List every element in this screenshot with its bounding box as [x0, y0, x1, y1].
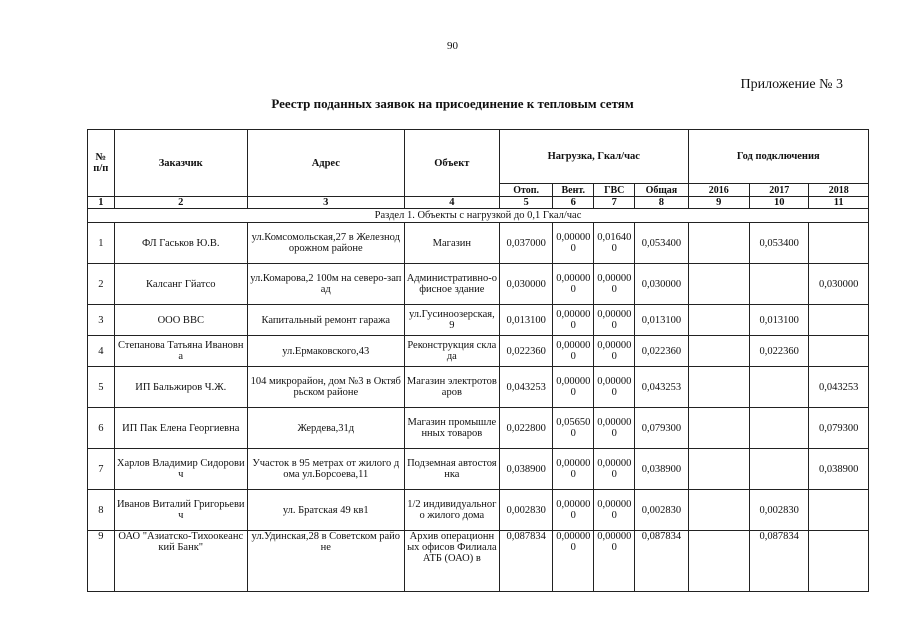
column-number: 4 — [404, 197, 499, 209]
load-vent-cell: 0,000000 — [553, 367, 594, 408]
year-2017-cell — [750, 367, 809, 408]
header-load: Нагрузка, Гкал/час — [500, 130, 689, 184]
customer-cell: ИП Пак Елена Георгиевна — [114, 408, 247, 449]
load-heat-cell: 0,022800 — [500, 408, 553, 449]
load-total-cell: 0,022360 — [635, 336, 688, 367]
table-row — [88, 336, 869, 367]
year-2016-cell — [688, 531, 749, 592]
row-number: 8 — [88, 490, 115, 531]
load-vent-cell: 0,000000 — [553, 223, 594, 264]
object-cell: Архив операционных офисов Филиала АТБ (ОАО) в — [404, 531, 499, 592]
column-numbers-row — [88, 197, 869, 209]
table-row — [88, 223, 869, 264]
section-title: Раздел 1. Объекты с нагрузкой до 0,1 Гкал/час — [88, 209, 869, 223]
address-cell: Капитальный ремонт гаража — [247, 305, 404, 336]
address-cell: ул. Братская 49 кв1 — [247, 490, 404, 531]
address-cell: 104 микрорайон, дом №3 в Октябрьском районе — [247, 367, 404, 408]
header-load-heat: Отоп. — [500, 184, 553, 197]
customer-cell: ИП Бальжиров Ч.Ж. — [114, 367, 247, 408]
table-row — [88, 264, 869, 305]
load-total-cell: 0,002830 — [635, 490, 688, 531]
year-2018-cell: 0,038900 — [809, 449, 869, 490]
row-number: 3 — [88, 305, 115, 336]
load-total-cell: 0,030000 — [635, 264, 688, 305]
document-title: Реестр поданных заявок на присоединение к тепловым сетям — [271, 96, 634, 111]
column-number: 7 — [594, 197, 635, 209]
year-2018-cell: 0,030000 — [809, 264, 869, 305]
row-number: 6 — [88, 408, 115, 449]
header-year-2016: 2016 — [688, 184, 749, 197]
header-customer: Заказчик — [114, 130, 247, 197]
year-2017-cell: 0,002830 — [750, 490, 809, 531]
address-cell: Жердева,31д — [247, 408, 404, 449]
load-heat-cell: 0,013100 — [500, 305, 553, 336]
year-2016-cell — [688, 408, 749, 449]
header-address: Адрес — [247, 130, 404, 197]
year-2016-cell — [688, 490, 749, 531]
load-gvs-cell: 0,000000 — [594, 305, 635, 336]
header-load-gvs: ГВС — [594, 184, 635, 197]
customer-cell: ФЛ Гаськов Ю.В. — [114, 223, 247, 264]
column-number: 1 — [88, 197, 115, 209]
header-num: № п/п — [88, 130, 115, 197]
load-total-cell: 0,038900 — [635, 449, 688, 490]
year-2016-cell — [688, 367, 749, 408]
load-vent-cell: 0,000000 — [553, 264, 594, 305]
row-number: 5 — [88, 367, 115, 408]
load-vent-cell: 0,000000 — [553, 531, 594, 592]
page-number: 90 — [447, 40, 458, 52]
year-2018-cell: 0,079300 — [809, 408, 869, 449]
load-vent-cell: 0,000000 — [553, 336, 594, 367]
customer-cell: Степанова Татьяна Ивановна — [114, 336, 247, 367]
row-number: 2 — [88, 264, 115, 305]
year-2017-cell: 0,013100 — [750, 305, 809, 336]
column-number: 2 — [114, 197, 247, 209]
table-row — [88, 531, 869, 592]
load-total-cell: 0,053400 — [635, 223, 688, 264]
table-row — [88, 490, 869, 531]
load-gvs-cell: 0,000000 — [594, 408, 635, 449]
object-cell: Магазин — [404, 223, 499, 264]
year-2017-cell — [750, 264, 809, 305]
appendix-label: Приложение № 3 — [740, 77, 843, 92]
load-vent-cell: 0,000000 — [553, 449, 594, 490]
row-number: 4 — [88, 336, 115, 367]
load-heat-cell: 0,038900 — [500, 449, 553, 490]
load-heat-cell: 0,043253 — [500, 367, 553, 408]
year-2016-cell — [688, 449, 749, 490]
year-2016-cell — [688, 305, 749, 336]
year-2016-cell — [688, 223, 749, 264]
row-number: 1 — [88, 223, 115, 264]
column-number: 11 — [809, 197, 869, 209]
year-2017-cell: 0,022360 — [750, 336, 809, 367]
table-row — [88, 449, 869, 490]
year-2018-cell — [809, 336, 869, 367]
header-load-vent: Вент. — [553, 184, 594, 197]
registry-table — [87, 129, 869, 592]
customer-cell: Калсанг Гйатсо — [114, 264, 247, 305]
column-number: 8 — [635, 197, 688, 209]
load-vent-cell: 0,000000 — [553, 305, 594, 336]
year-2018-cell — [809, 531, 869, 592]
year-2017-cell: 0,087834 — [750, 531, 809, 592]
year-2018-cell: 0,043253 — [809, 367, 869, 408]
row-number: 9 — [88, 531, 115, 592]
customer-cell: ООО ВВС — [114, 305, 247, 336]
year-2016-cell — [688, 336, 749, 367]
year-2016-cell — [688, 264, 749, 305]
load-total-cell: 0,087834 — [635, 531, 688, 592]
load-gvs-cell: 0,000000 — [594, 531, 635, 592]
column-number: 9 — [688, 197, 749, 209]
address-cell: ул.Комсомольская,27 в Железнодорожном районе — [247, 223, 404, 264]
year-2017-cell — [750, 449, 809, 490]
column-number: 10 — [750, 197, 809, 209]
load-heat-cell: 0,030000 — [500, 264, 553, 305]
header-year-2017: 2017 — [750, 184, 809, 197]
load-gvs-cell: 0,000000 — [594, 490, 635, 531]
year-2017-cell — [750, 408, 809, 449]
customer-cell: Иванов Виталий Григорьевич — [114, 490, 247, 531]
object-cell: Реконструкция склада — [404, 336, 499, 367]
address-cell: ул.Удинская,28 в Советском районе — [247, 531, 404, 592]
load-total-cell: 0,013100 — [635, 305, 688, 336]
column-number: 6 — [553, 197, 594, 209]
section-row — [88, 209, 869, 223]
object-cell: Административно-офисное здание — [404, 264, 499, 305]
load-gvs-cell: 0,000000 — [594, 264, 635, 305]
year-2018-cell — [809, 223, 869, 264]
load-vent-cell: 0,056500 — [553, 408, 594, 449]
load-vent-cell: 0,000000 — [553, 490, 594, 531]
year-2017-cell: 0,053400 — [750, 223, 809, 264]
column-number: 5 — [500, 197, 553, 209]
object-cell: ул.Гусиноозерская,9 — [404, 305, 499, 336]
customer-cell: Харлов Владимир Сидорович — [114, 449, 247, 490]
load-total-cell: 0,079300 — [635, 408, 688, 449]
object-cell: Магазин промышленных товаров — [404, 408, 499, 449]
load-heat-cell: 0,022360 — [500, 336, 553, 367]
load-heat-cell: 0,002830 — [500, 490, 553, 531]
object-cell: Подземная автостоянка — [404, 449, 499, 490]
table-row — [88, 408, 869, 449]
table-row — [88, 305, 869, 336]
load-gvs-cell: 0,000000 — [594, 367, 635, 408]
header-year: Год подключения — [688, 130, 868, 184]
object-cell: Магазин электротоваров — [404, 367, 499, 408]
load-gvs-cell: 0,000000 — [594, 449, 635, 490]
header-year-2018: 2018 — [809, 184, 869, 197]
load-gvs-cell: 0,000000 — [594, 336, 635, 367]
load-heat-cell: 0,037000 — [500, 223, 553, 264]
column-number: 3 — [247, 197, 404, 209]
row-number: 7 — [88, 449, 115, 490]
load-gvs-cell: 0,016400 — [594, 223, 635, 264]
address-cell: ул.Ермаковского,43 — [247, 336, 404, 367]
load-heat-cell: 0,087834 — [500, 531, 553, 592]
table-row — [88, 367, 869, 408]
load-total-cell: 0,043253 — [635, 367, 688, 408]
header-load-total: Общая — [635, 184, 688, 197]
year-2018-cell — [809, 305, 869, 336]
header-object: Объект — [404, 130, 499, 197]
address-cell: ул.Комарова,2 100м на северо-запад — [247, 264, 404, 305]
year-2018-cell — [809, 490, 869, 531]
object-cell: 1/2 индивидуального жилого дома — [404, 490, 499, 531]
address-cell: Участок в 95 метрах от жилого дома ул.Борсоева,11 — [247, 449, 404, 490]
customer-cell: ОАО "Азиатско-Тихоокеанский Банк" — [114, 531, 247, 592]
